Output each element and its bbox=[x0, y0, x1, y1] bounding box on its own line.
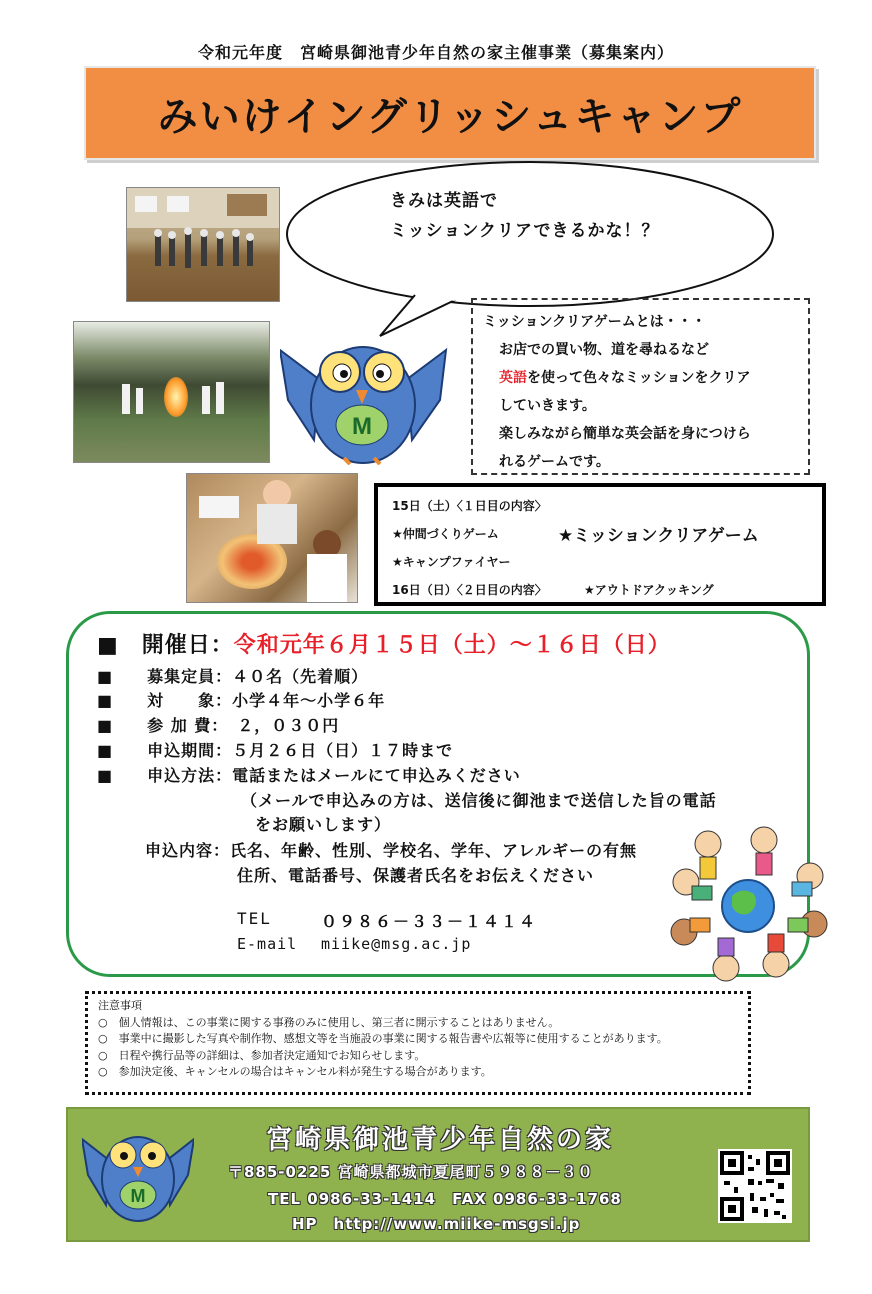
notes-item: ○ 参加決定後、キャンセルの場合はキャンセル料が発生する場合があります。 bbox=[98, 1065, 492, 1078]
photo-campfire bbox=[73, 321, 270, 463]
event-date bbox=[97, 628, 671, 659]
owl-mascot-icon bbox=[280, 330, 448, 465]
campfire-people-icon bbox=[74, 322, 269, 462]
svg-text:M: M bbox=[352, 413, 372, 440]
facility-name: 宮崎県御池青少年自然の家 bbox=[265, 1125, 614, 1155]
application-content-2: 住所、電話番号、保護者氏名をお伝えください bbox=[237, 866, 595, 885]
facility-address: 〒885-0225 宮崎県都城市夏尾町５９８８－３０ bbox=[228, 1163, 594, 1181]
participation-fee: ■ 参 加 費： ２，０３０円 bbox=[97, 716, 340, 735]
mission-explanation bbox=[471, 298, 810, 475]
children-around-globe-icon bbox=[668, 824, 828, 984]
mission-line-2-rest: を使って色々なミッションをクリア bbox=[527, 370, 751, 386]
title-banner bbox=[84, 66, 816, 160]
application-content-1: 申込内容：氏名、年齢、性別、学校名、学年、アレルギーの有無 bbox=[145, 841, 637, 860]
application-method-note-2: をお願いします） bbox=[255, 815, 392, 834]
schedule-day2-activity-1: ★アウトドアクッキング bbox=[584, 583, 714, 597]
mission-english-word: 英語 bbox=[499, 370, 527, 386]
facility-homepage[interactable]: HP http://www.miike-msgsi.jp bbox=[292, 1215, 581, 1233]
schedule-day1-activity-3: ★キャンプファイヤー bbox=[392, 555, 511, 569]
email-address[interactable]: miike@msg.ac.jp bbox=[321, 935, 472, 953]
application-method: ■ 申込方法：電話またはメールにて申込みください bbox=[97, 766, 521, 785]
mission-line-2 bbox=[483, 364, 798, 392]
footer-mascot-letter: M bbox=[130, 1186, 146, 1206]
mission-line-5: れるゲームです。 bbox=[499, 454, 610, 470]
tel-number: ０９８６－３３－１４１４ bbox=[321, 912, 538, 931]
page-title: みいけイングリッシュキャンプ bbox=[157, 93, 743, 140]
header-subtitle: 令和元年度 宮崎県御池青少年自然の家主催事業（募集案内） bbox=[197, 43, 674, 62]
notes-heading: 注意事項 bbox=[98, 999, 142, 1012]
notes-item: ○ 個人情報は、この事業に関する事務のみに使用し、第三者に開示することはありません。 bbox=[98, 1015, 560, 1029]
tel-label: TEL bbox=[237, 909, 272, 928]
bubble-line-1: きみは英語で bbox=[390, 191, 498, 211]
qr-code-icon bbox=[718, 1149, 792, 1223]
schedule-day1-activity-1: ★仲間づくりゲーム bbox=[392, 527, 499, 541]
photo-gym-activity bbox=[126, 187, 280, 302]
schedule-day1-activity-2: ★ミッションクリアゲーム bbox=[558, 526, 759, 546]
mission-heading: ミッションクリアゲームとは・・・ bbox=[483, 314, 706, 330]
application-period: ■ 申込期間：５月２６日（日）１７時まで bbox=[97, 741, 454, 760]
schedule-box bbox=[374, 483, 826, 606]
email-label: E-mail bbox=[237, 935, 298, 953]
notes-item: ○ 事業中に撮影した写真や制作物、感想文等を当施設の事業に関する報告書や広報等に使用することがあります。 bbox=[98, 1032, 668, 1045]
gym-scene-icon bbox=[127, 188, 279, 301]
qr-pattern bbox=[718, 1149, 792, 1223]
notes-box bbox=[85, 991, 751, 1095]
capacity: ■ 募集定員：４０名（先着順） bbox=[97, 667, 369, 686]
event-date-label: ■ 開催日： bbox=[97, 633, 234, 658]
cooking-kids-icon bbox=[187, 474, 357, 602]
bubble-line-2: ミッションクリアできるかな！？ bbox=[390, 221, 660, 241]
mission-line-4: 楽しみながら簡単な英会話を身につけら bbox=[499, 426, 751, 442]
facility-tel-fax: TEL 0986-33-1414 FAX 0986-33-1768 bbox=[268, 1190, 622, 1208]
mission-line-1: お店での買い物、道を尋ねるなど bbox=[499, 342, 709, 358]
footer-banner bbox=[66, 1107, 810, 1242]
event-date-value: 令和元年６月１５日（土）～１６日（日） bbox=[233, 633, 671, 658]
mission-line-3: していきます。 bbox=[499, 398, 596, 414]
photo-outdoor-cooking bbox=[186, 473, 358, 603]
application-method-note-1: （メールで申込みの方は、送信後に御池まで送信した旨の電話 bbox=[241, 791, 717, 810]
target-audience: ■ 対 象：小学４年～小学６年 bbox=[97, 691, 386, 710]
schedule-day1: 15日（土）〈１日目の内容〉 bbox=[392, 499, 547, 513]
schedule-day2: 16日（日）〈２日目の内容〉 bbox=[392, 583, 547, 597]
bubble-text bbox=[390, 186, 660, 246]
notes-item: ○ 日程や携行品等の詳細は、参加者決定通知でお知らせします。 bbox=[98, 1048, 426, 1062]
